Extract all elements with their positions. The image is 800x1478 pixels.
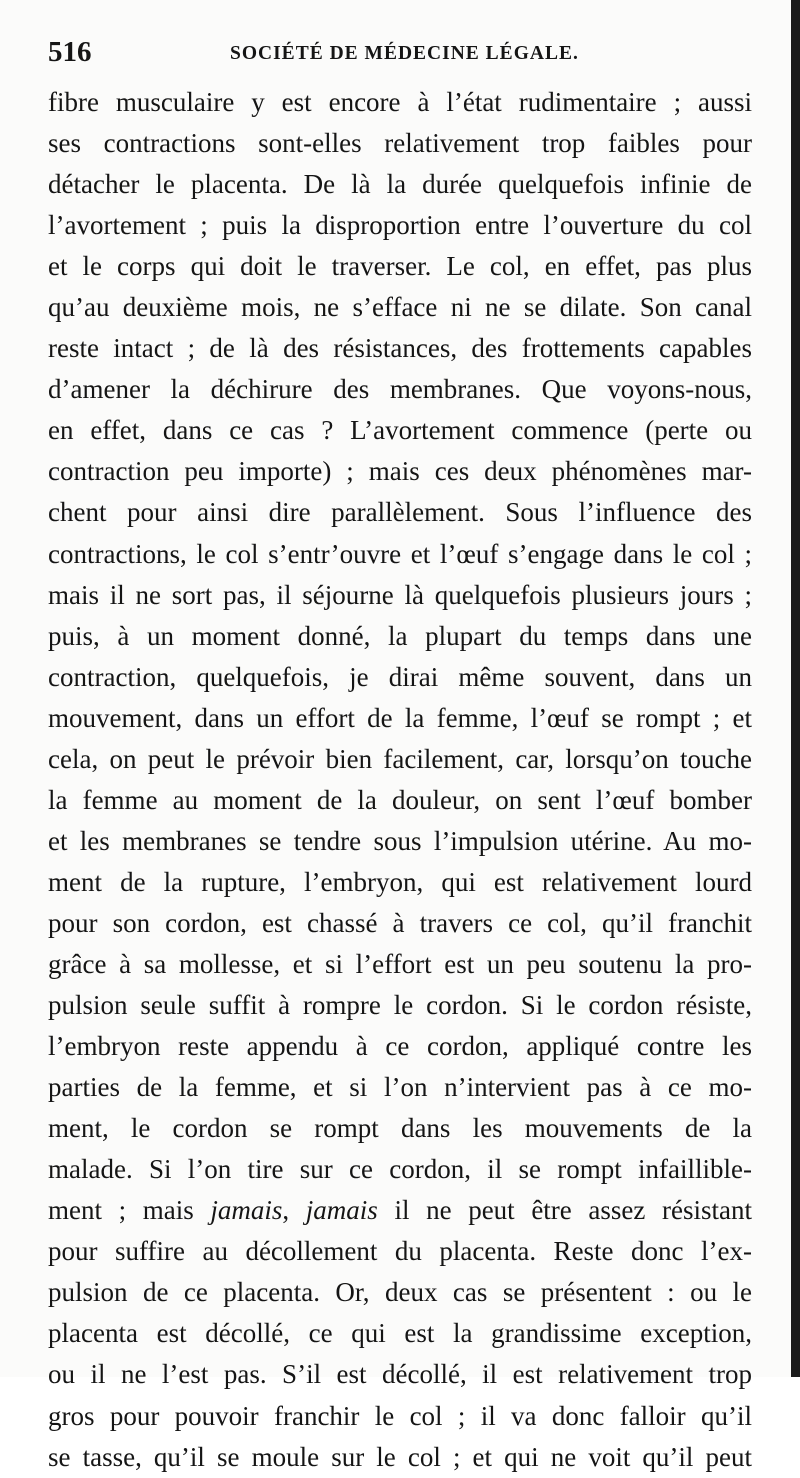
text-line: se tasse, qu’il se moule sur le col ; et qui ne voit qu’il peut xyxy=(48,1441,752,1472)
text-line: détacher le placenta. De là la durée quelquefois infinie de xyxy=(48,169,752,200)
text-line: pour suffire au décollement du placenta. Reste donc l’ex- xyxy=(48,1236,752,1267)
text-segment: ment ; mais xyxy=(48,1195,211,1226)
text-line: la femme au moment de la douleur, on sent l’œuf bomber xyxy=(48,784,752,815)
text-line: reste intact ; de là des résistances, des frottements capables xyxy=(48,333,752,364)
text-line: malade. Si l’on tire sur ce cordon, il se rompt infaillible- xyxy=(48,1154,752,1185)
text-line: fibre musculaire y est encore à l’état rudimentaire ; aussi xyxy=(48,87,752,117)
text-line: qu’au deuxième mois, ne s’efface ni ne se dilate. Son canal xyxy=(48,292,752,323)
italic-emphasis: jamais xyxy=(305,1195,378,1226)
text-line: pulsion seule suffit à rompre le cordon. Si le cordon résiste, xyxy=(48,990,752,1021)
text-segment: il ne peut être assez résistant xyxy=(377,1195,752,1226)
body-text xyxy=(48,82,752,1478)
text-line: contraction peu importe) ; mais ces deux phénomènes mar- xyxy=(48,456,752,487)
text-line: mouvement, dans un effort de la femme, l’œuf se rompt ; et xyxy=(48,702,752,733)
page-header xyxy=(48,36,743,76)
text-line: pulsion de ce placenta. Or, deux cas se présentent : ou le xyxy=(48,1277,752,1308)
text-line: ment, le cordon se rompt dans les mouvements de la xyxy=(48,1113,752,1144)
text-line: contractions, le col s’entr’ouvre et l’œuf s’engage dans le col ; xyxy=(48,538,752,569)
text-line: l’embryon reste appendu à ce cordon, appliqué contre les xyxy=(48,1031,752,1062)
text-line xyxy=(48,1190,752,1231)
text-line: grâce à sa mollesse, et si l’effort est un peu soutenu la pro- xyxy=(48,948,752,979)
text-line: et le corps qui doit le traverser. Le col, en effet, pas plus xyxy=(48,251,752,282)
text-line: placenta est décollé, ce qui est la grandissime exception, xyxy=(48,1318,752,1349)
text-line: mais il ne sort pas, il séjourne là quelquefois plusieurs jours ; xyxy=(48,579,752,610)
text-line: en effet, dans ce cas ? L’avortement commence (perte ou xyxy=(48,415,752,446)
text-line: ou il ne l’est pas. S’il est décollé, il est relativement trop xyxy=(48,1359,752,1390)
text-line: parties de la femme, et si l’on n’intervient pas à ce mo- xyxy=(48,1072,752,1103)
text-segment: , xyxy=(282,1195,306,1226)
page-number: 516 xyxy=(48,36,92,68)
text-line: d’amener la déchirure des membranes. Que voyons-nous, xyxy=(48,374,752,405)
text-line: puis, à un moment donné, la plupart du temps dans une xyxy=(48,620,752,651)
text-line: ses contractions sont-elles relativement trop faibles pour xyxy=(48,128,752,159)
italic-emphasis: jamais xyxy=(210,1195,283,1226)
text-line: chent pour ainsi dire parallèlement. Sous l’influence des xyxy=(48,497,752,528)
text-line: cela, on peut le prévoir bien facilement, car, lorsqu’on touche xyxy=(48,743,752,774)
text-line: gros pour pouvoir franchir le col ; il va donc falloir qu’il xyxy=(48,1400,752,1431)
text-line: ment de la rupture, l’embryon, qui est relativement lourd xyxy=(48,866,752,897)
text-line: et les membranes se tendre sous l’impulsion utérine. Au mo- xyxy=(48,825,752,856)
text-line: pour son cordon, est chassé à travers ce col, qu’il franchit xyxy=(48,907,752,938)
running-head: SOCIÉTÉ DE MÉDECINE LÉGALE. xyxy=(230,43,579,64)
text-line: l’avortement ; puis la disproportion entre l’ouverture du col xyxy=(48,210,752,241)
text-line: contraction, quelquefois, je dirai même souvent, dans un xyxy=(48,661,752,692)
